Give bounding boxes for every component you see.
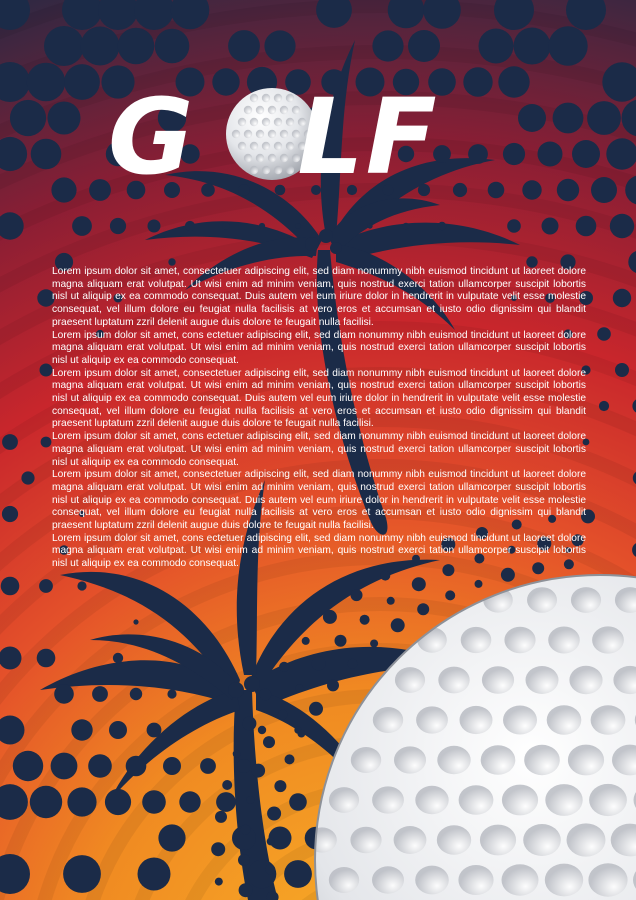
title-letter-o-ball: [199, 90, 291, 182]
title-letter-g: G: [108, 76, 196, 198]
body-text: [52, 266, 586, 571]
title-letters-lf: LF: [297, 76, 439, 198]
paragraph: Lorem ipsum dolor sit amet, cons ectetuer adipiscing elit, sed diam nonummy nibh euismod tincidunt ut laoreet dolore magna aliquam erat volutpat. Ut wisi enim ad minim veniam, quis nostrud exerci tation ullamcorper suscipit lobortis nisl ut aliquip ex ea commodo consequat.: [52, 329, 586, 366]
paragraph: Lorem ipsum dolor sit amet, cons ectetuer adipiscing elit, sed diam nonummy nibh euismod tincidunt ut laoreet dolore magna aliquam erat volutpat. Ut wisi enim ad minim veniam, quis nostrud exerci tation ullamcorper suscipit lobortis nisl ut aliquip ex ea commodo consequat.: [52, 532, 586, 570]
poster-title: [108, 76, 538, 198]
paragraph: Lorem ipsum dolor sit amet, consectetuer adipiscing elit, sed diam nonummy nibh euismod tincidunt ut laoreet dolore magna aliquam erat volutpat. Ut wisi enim ad minim veniam, quis nostrud exerci tation ullamcorper suscipit lobortis nisl ut aliquip ex ea commodo consequat. Duis autem vel eum iriure dolor in hendrerit in vulputate velit esse molestie consequat, vel illum dolore eu feugiat nulla facilisis at vero eros et accumsan et iusto odio dignissim qui blandit praesent luptatum zzril delenit augue duis dolore te feugait nulla facilisi.: [52, 266, 586, 328]
paragraph: Lorem ipsum dolor sit amet, consectetuer adipiscing elit, sed diam nonummy nibh euismod tincidunt ut laoreet dolore magna aliquam erat volutpat. Ut wisi enim ad minim veniam, quis nostrud exerci tation ullamcorper suscipit lobortis nisl ut aliquip ex ea commodo consequat. Duis autem vel eum iriure dolor in hendrerit in vulputate velit esse molestie consequat, vel illum dolore eu feugiat nulla facilisis at vero eros et accumsan et iusto odio dignissim qui blandit praesent luptatum zzril delenit augue duis dolore te feugait nulla facilisi.: [52, 469, 586, 532]
paragraph: Lorem ipsum dolor sit amet, consectetuer adipiscing elit, sed diam nonummy nibh euismod tincidunt ut laoreet dolore magna aliquam erat volutpat. Ut wisi enim ad minim veniam, quis nostrud exerci tation ullamcorper suscipit lobortis nisl ut aliquip ex ea commodo consequat. Duis autem vel eum iriure dolor in hendrerit in vulputate velit esse molestie consequat, vel illum dolore eu feugiat nulla facilisis at vero eros et accumsan et iusto odio dignissim qui blandit praesent luptatum zzril delenit augue duis dolore te feugait nulla facilisi.: [52, 367, 586, 430]
paragraph: Lorem ipsum dolor sit amet, cons ectetuer adipiscing elit, sed diam nonummy nibh euismod tincidunt ut laoreet dolore magna aliquam erat volutpat. Ut wisi enim ad minim veniam, quis nostrud exerci tation ullamcorper suscipit lobortis nisl ut aliquip ex ea commodo consequat.: [52, 431, 586, 468]
